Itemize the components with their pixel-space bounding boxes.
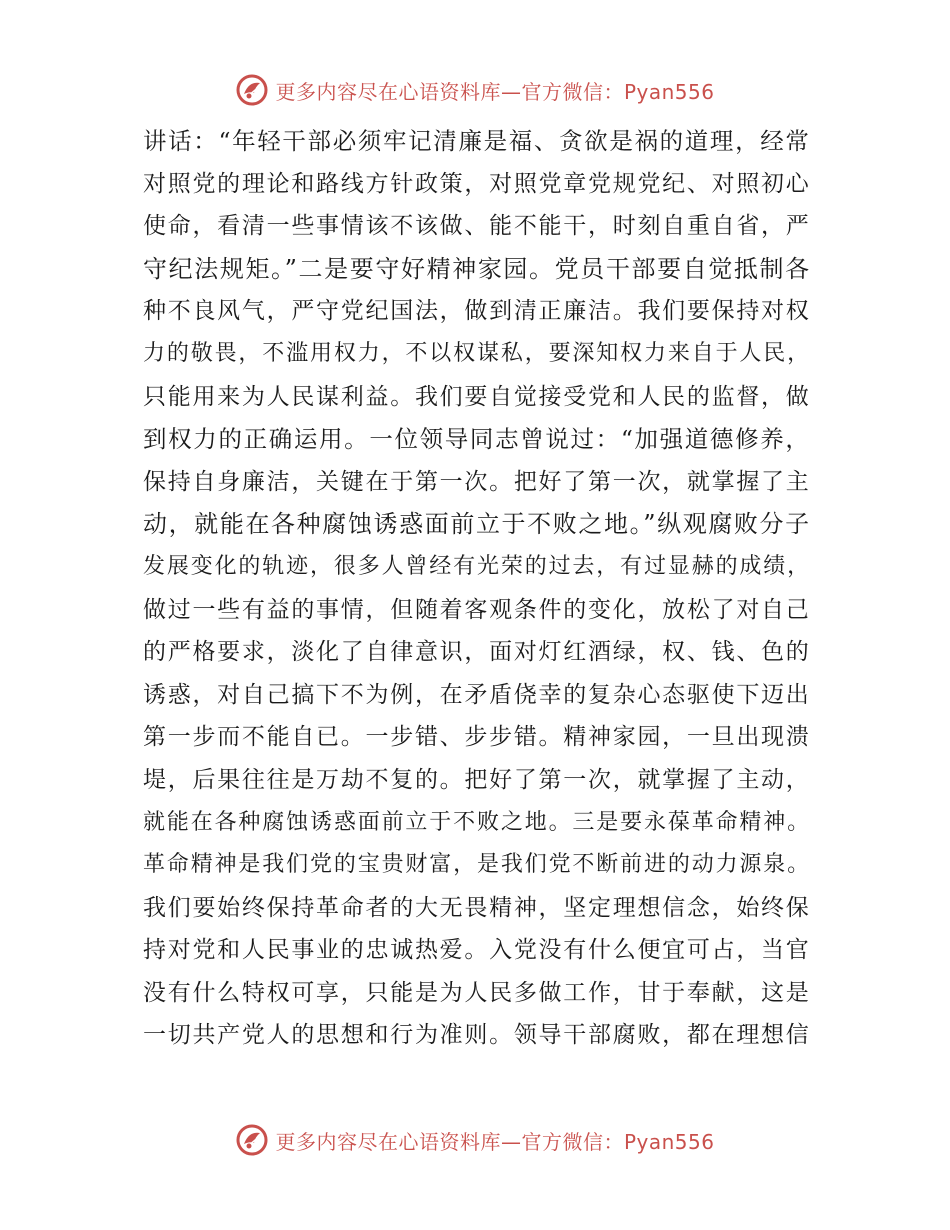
- header-banner: [0, 68, 950, 112]
- seal-logo-icon: [235, 73, 269, 107]
- text-line: 革命精神是我们党的宝贵财富，是我们党不断前进的动力源泉。: [143, 852, 812, 878]
- text-line: 力的敬畏，不滥用权力，不以权谋私，要深知权力来自于人民，: [143, 340, 812, 366]
- seal-logo-icon: [235, 1123, 269, 1157]
- text-line: 没有什么特权可享，只能是为人民多做工作，甘于奉献，这是: [143, 979, 811, 1006]
- header-banner-text: 更多内容尽在心语资料库—官方微信：Pyan556: [275, 79, 715, 104]
- text-line: 做过一些有益的事情，但随着客观条件的变化，放松了对自己: [143, 596, 811, 623]
- text-line: 我们要始终保持革命者的大无畏精神，坚定理想信念，始终保: [143, 894, 811, 921]
- text-line: 持对党和人民事业的忠诚热爱。入党没有什么便宜可占，当官: [143, 937, 811, 964]
- text-line: 讲话：“年轻干部必须牢记清廉是福、贪欲是祸的道理，经常: [143, 127, 811, 155]
- text-line: 第一步而不能自已。一步错、步步错。精神家园，一旦出现溃: [143, 724, 811, 751]
- text-line: 发展变化的轨迹，很多人曾经有光荣的过去，有过显赫的成绩，: [143, 553, 812, 579]
- text-line: 的严格要求，淡化了自律意识，面对灯红酒绿，权、钱、色的: [143, 639, 811, 666]
- text-line: 一切共产党人的思想和行为准则。领导干部腐败，都在理想信: [143, 1022, 811, 1049]
- footer-banner: [0, 1118, 950, 1162]
- text-line: 到权力的正确运用。一位领导同志曾说过：“加强道德修养，: [143, 425, 811, 454]
- document-body: [143, 120, 811, 1057]
- text-line: 守纪法规矩。”二是要守好精神家园。党员干部要自觉抵制各: [143, 254, 811, 283]
- text-line: 对照党的理论和路线方针政策，对照党章党规党纪、对照初心: [143, 170, 811, 197]
- footer-banner-text: 更多内容尽在心语资料库—官方微信：Pyan556: [275, 1129, 715, 1154]
- text-line: 种不良风气，严守党纪国法，做到清正廉洁。我们要保持对权: [143, 298, 811, 325]
- text-line: 只能用来为人民谋利益。我们要自觉接受党和人民的监督，做: [143, 383, 811, 410]
- text-line: 诱惑，对自己搞下不为例，在矛盾侥幸的复杂心态驱使下迈出: [143, 681, 811, 708]
- text-line: 就能在各种腐蚀诱惑面前立于不败之地。三是要永葆革命精神。: [143, 809, 812, 835]
- text-line: 动，就能在各种腐蚀诱惑面前立于不败之地。”纵观腐败分子: [143, 510, 811, 539]
- text-line: 保持自身廉洁，关键在于第一次。把好了第一次，就掌握了主: [143, 468, 811, 495]
- text-line: 使命，看清一些事情该不该做、能不能干，时刻自重自省，严: [143, 213, 811, 240]
- text-line: 堤，后果往往是万劫不复的。把好了第一次，就掌握了主动，: [143, 766, 811, 793]
